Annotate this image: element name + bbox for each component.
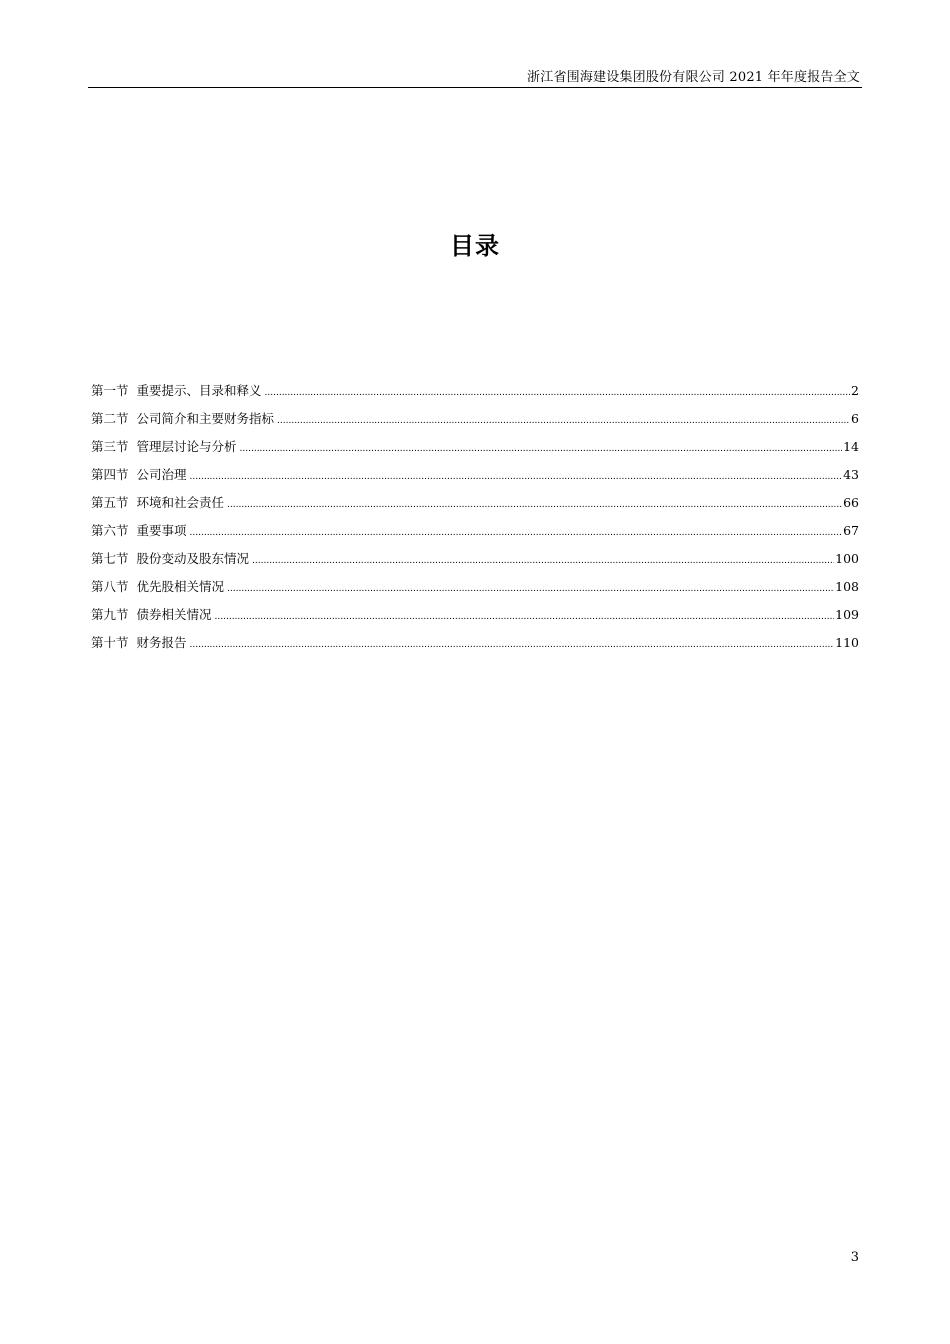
toc-page-number: 66 — [843, 495, 859, 510]
toc-section-number: 第五节 — [91, 495, 129, 510]
toc-page-number: 14 — [843, 439, 859, 454]
toc-section-title: 股份变动及股东情况 — [136, 551, 250, 566]
toc-section-number: 第二节 — [91, 411, 129, 426]
toc-section-number: 第八节 — [91, 579, 129, 594]
toc-title: 目录 — [450, 232, 500, 260]
toc-dot-leader — [277, 411, 850, 426]
toc-list — [91, 381, 859, 661]
toc-section-number: 第十节 — [91, 635, 129, 650]
toc-entry[interactable] — [91, 521, 859, 549]
toc-section-title: 财务报告 — [136, 635, 187, 650]
toc-section-title: 优先股相关情况 — [136, 579, 225, 594]
header-divider — [88, 87, 862, 88]
toc-section-title: 债券相关情况 — [136, 607, 212, 622]
toc-section-number: 第七节 — [91, 551, 129, 566]
toc-page-number: 2 — [851, 383, 859, 398]
toc-entry[interactable] — [91, 577, 859, 605]
toc-section-number: 第六节 — [91, 523, 129, 538]
toc-section-title: 重要事项 — [136, 523, 187, 538]
toc-section-number: 第九节 — [91, 607, 129, 622]
toc-dot-leader — [227, 495, 842, 510]
toc-entry[interactable] — [91, 493, 859, 521]
toc-entry[interactable] — [91, 633, 859, 661]
toc-entry[interactable] — [91, 465, 859, 493]
toc-page-number: 43 — [843, 467, 859, 482]
toc-section-title: 环境和社会责任 — [136, 495, 225, 510]
toc-section-title: 公司治理 — [136, 467, 187, 482]
toc-section-title: 重要提示、目录和释义 — [136, 383, 262, 398]
toc-dot-leader — [190, 467, 843, 482]
toc-section-number: 第一节 — [91, 383, 129, 398]
toc-page-number: 6 — [851, 411, 859, 426]
toc-dot-leader — [252, 551, 834, 566]
running-header-title: 浙江省围海建设集团股份有限公司 2021 年年度报告全文 — [527, 70, 860, 85]
toc-page-number: 100 — [835, 551, 859, 566]
toc-dot-leader — [227, 579, 834, 594]
toc-page-number: 67 — [843, 523, 859, 538]
toc-dot-leader — [190, 635, 835, 650]
toc-section-number: 第四节 — [91, 467, 129, 482]
toc-page-number: 110 — [835, 635, 859, 650]
toc-dot-leader — [190, 523, 843, 538]
toc-page-number: 109 — [835, 607, 859, 622]
toc-entry[interactable] — [91, 437, 859, 465]
toc-entry[interactable] — [91, 605, 859, 633]
toc-section-title: 公司简介和主要财务指标 — [136, 411, 275, 426]
toc-section-number: 第三节 — [91, 439, 129, 454]
page-number: 3 — [850, 1250, 859, 1265]
toc-dot-leader — [240, 439, 843, 454]
toc-dot-leader — [265, 383, 851, 398]
toc-page-number: 108 — [835, 579, 859, 594]
toc-dot-leader — [215, 607, 835, 622]
toc-entry[interactable] — [91, 409, 859, 437]
toc-entry[interactable] — [91, 381, 859, 409]
toc-entry[interactable] — [91, 549, 859, 577]
toc-section-title: 管理层讨论与分析 — [136, 439, 237, 454]
